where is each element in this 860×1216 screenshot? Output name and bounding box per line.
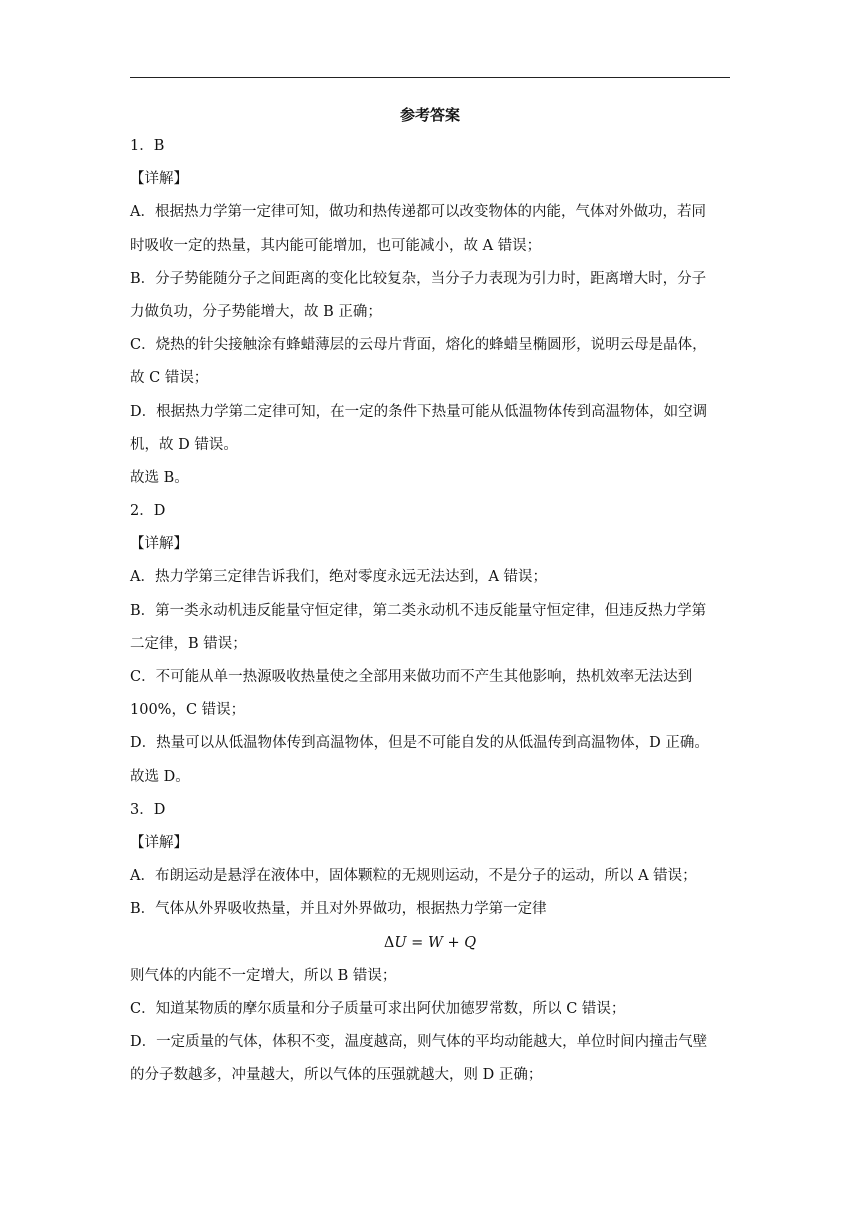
page-title: 参考答案 (399, 106, 460, 124)
q1-answer: 1．B (130, 138, 165, 154)
q1-line: B．分子势能随分子之间距离的变化比较复杂，当分子力表现为引力时，距离增大时，分子 (130, 270, 707, 287)
q1-line: 力做负功，分子势能增大，故 B 正确； (130, 303, 382, 320)
q1-line: D．根据热力学第二定律可知，在一定的条件下热量可能从低温物体传到高温物体，如空调 (130, 403, 708, 420)
q3-detail-heading: 【详解】 (130, 834, 188, 851)
q2-line: A．热力学第三定律告诉我们，绝对零度永远无法达到，A 错误； (130, 569, 548, 586)
document-body (130, 100, 730, 1092)
first-law-formula (130, 927, 730, 960)
formula-equals: = (406, 934, 428, 951)
q3-line: C．知道某物质的摩尔质量和分子质量可求出阿伏加德罗常数，所以 C 错误； (130, 1000, 626, 1017)
formula-delta: Δ (383, 934, 395, 951)
q1-detail-heading: 【详解】 (130, 171, 188, 188)
q2-line: 二定律，B 错误； (130, 635, 247, 652)
q2-conclusion: 故选 D。 (130, 768, 190, 785)
q3-line: D．一定质量的气体，体积不变，温度越高，则气体的平均动能越大，单位时间内撞击气壁 (130, 1034, 708, 1051)
q1-conclusion: 故选 B。 (130, 469, 189, 486)
q2-line: D．热量可以从低温物体传到高温物体，但是不可能自发的从低温传到高温物体，D 正确。 (130, 735, 709, 752)
q1-line: 时吸收一定的热量，其内能可能增加，也可能减小，故 A 错误； (130, 237, 542, 254)
formula-plus: + (442, 934, 465, 951)
q2-line: B．第一类永动机违反能量守恒定律，第二类永动机不违反能量守恒定律，但违反热力学第 (130, 602, 707, 619)
q1-line: 故 C 错误； (130, 370, 209, 387)
q3-line: 则气体的内能不一定增大，所以 B 错误； (130, 967, 397, 984)
q2-line: 100%，C 错误； (130, 702, 246, 719)
q3-line: A．布朗运动是悬浮在液体中，固体颗粒的无规则运动，不是分子的运动，所以 A 错误； (130, 868, 697, 885)
q2-line: C．不可能从单一热源吸收热量使之全部用来做功而不产生其他影响，热机效率无法达到 (130, 669, 693, 685)
q1-line: 机，故 D 错误。 (130, 436, 238, 453)
formula-u: U (394, 934, 407, 951)
formula-q: Q (464, 934, 477, 951)
formula-w: W (427, 934, 443, 951)
q1-line: C．烧热的针尖接触涂有蜂蜡薄层的云母片背面，熔化的蜂蜡呈椭圆形，说明云母是晶体， (130, 337, 707, 354)
q3-line: B．气体从外界吸收热量，并且对外界做功，根据热力学第一定律 (130, 901, 547, 918)
q2-detail-heading: 【详解】 (130, 536, 188, 553)
q1-line: A．根据热力学第一定律可知，做功和热传递都可以改变物体的内能，气体对外做功，若同 (130, 204, 706, 221)
q3-answer: 3．D (130, 801, 166, 818)
header-rule (130, 77, 730, 78)
q3-line: 的分子数越多，冲量越大，所以气体的压强就越大，则 D 正确； (130, 1067, 543, 1084)
q2-answer: 2．D (130, 503, 166, 520)
